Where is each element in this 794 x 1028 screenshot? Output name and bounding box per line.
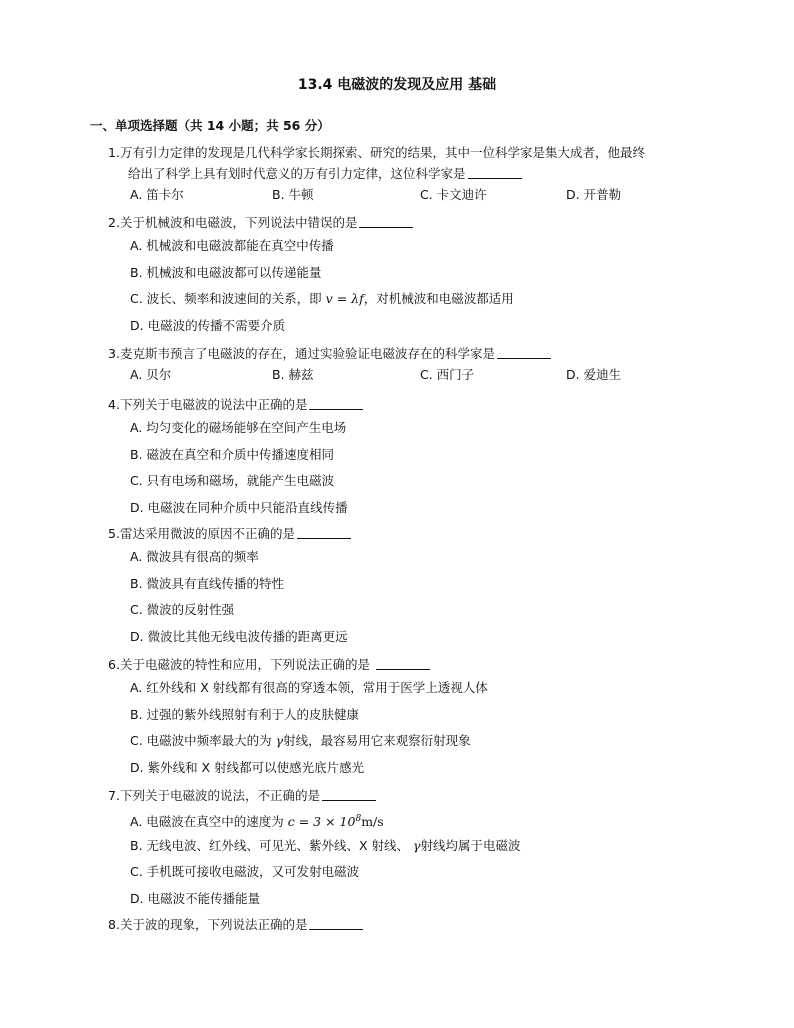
page-title: 13.4 电磁波的发现及应用 基础	[297, 77, 497, 93]
option-b[interactable]: B. 微波具有直线传播的特性	[130, 575, 285, 591]
option-c[interactable]: C. 微波的反射性强	[130, 602, 235, 617]
question-text: 雷达采用微波的原因不正确的是	[119, 526, 295, 541]
option-c-text: C. 电磁波中频率最大的为	[130, 733, 272, 748]
answer-blank[interactable]	[497, 346, 551, 359]
question-2	[108, 212, 718, 339]
question-number: 2.	[108, 215, 120, 230]
section-heading: 一、单项选择题（共 14 小题；共 56 分）	[90, 118, 330, 133]
option-c[interactable]: C. 手机既可接收电磁波，又可发射电磁波	[130, 864, 360, 879]
option-a[interactable]: A. 贝尔	[130, 367, 172, 382]
question-number: 7.	[108, 788, 120, 803]
question-stem	[108, 785, 718, 806]
options-row	[108, 364, 718, 386]
answer-blank[interactable]	[297, 526, 351, 539]
option-d[interactable]: D. 紫外线和 X 射线都可以使感光底片感光	[130, 759, 365, 775]
option-b[interactable]: B. 机械波和电磁波都可以传递能量	[130, 264, 322, 280]
option-a[interactable]: A. 均匀变化的磁场能够在空间产生电场	[130, 420, 347, 435]
option-a-text: A. 电磁波在真空中的速度为	[130, 814, 284, 830]
question-stem	[108, 394, 718, 415]
options-row	[108, 184, 718, 206]
formula-unit: m/s	[361, 814, 384, 830]
question-stem	[108, 914, 718, 935]
option-b[interactable]: B. 磁波在真空和介质中传播速度相同	[130, 446, 335, 462]
option-c[interactable]: C. 只有电场和磁场，就能产生电磁波	[130, 473, 335, 488]
option-d[interactable]: D. 电磁波在同种介质中只能沿直线传播	[130, 499, 348, 515]
question-text-continued: 给出了科学上具有划时代意义的万有引力定律，这位科学家是	[128, 166, 466, 181]
question-5	[108, 523, 718, 650]
option-a[interactable]: A. 红外线和 X 射线都有很高的穿透本领，常用于医学上透视人体	[130, 680, 488, 695]
question-text: 麦克斯韦预言了电磁波的存在，通过实验验证电磁波存在的科学家是	[119, 346, 495, 361]
option-c[interactable]: C. 西门子	[420, 367, 475, 382]
question-number: 5.	[108, 526, 120, 541]
option-b[interactable]: B. 牛顿	[272, 187, 314, 202]
gamma-symbol: γ	[275, 733, 284, 748]
formula-base: c = 3 × 10	[287, 814, 356, 830]
question-4	[108, 394, 718, 521]
option-d[interactable]: D. 电磁波不能传播能量	[130, 890, 261, 906]
option-c[interactable]: C. 卡文迪许	[420, 187, 487, 202]
question-text: 下列关于电磁波的说法中正确的是	[119, 397, 308, 412]
option-a[interactable]: A. 笛卡尔	[130, 187, 184, 202]
question-text: 关于电磁波的特性和应用，下列说法正确的是	[119, 657, 374, 672]
option-b[interactable]	[108, 833, 718, 860]
question-text: 下列关于电磁波的说法，不正确的是	[119, 788, 320, 803]
question-3	[108, 343, 718, 386]
question-number: 4.	[108, 397, 120, 412]
option-b-tail: 射线均属于电磁波	[420, 837, 521, 853]
question-text: 万有引力定律的发现是几代科学家长期探索、研究的结果，其中一位科学家是集大成者，他最终	[119, 145, 645, 160]
question-7	[108, 785, 718, 912]
answer-blank[interactable]	[309, 397, 363, 410]
question-8	[108, 914, 718, 935]
option-c[interactable]	[108, 728, 718, 755]
option-c-tail: 射线，最容易用它来观察衍射现象	[283, 733, 471, 748]
question-stem	[108, 212, 718, 233]
formula	[288, 814, 384, 829]
question-number: 3.	[108, 346, 120, 361]
option-c-text: C. 波长、频率和波速间的关系，即	[130, 291, 322, 306]
question-number: 6.	[108, 657, 120, 672]
option-c[interactable]	[108, 286, 718, 313]
question-stem	[108, 523, 718, 544]
option-a[interactable]: A. 机械波和电磁波都能在真空中传播	[130, 238, 334, 253]
answer-blank[interactable]	[376, 657, 430, 670]
gamma-symbol: γ	[413, 837, 421, 853]
question-6	[108, 654, 718, 781]
question-stem	[108, 654, 718, 675]
question-stem	[108, 343, 718, 364]
option-b-text: B. 无线电波、红外线、可见光、紫外线、X 射线、	[130, 837, 410, 853]
question-text: 关于机械波和电磁波，下列说法中错误的是	[119, 215, 358, 230]
answer-blank[interactable]	[309, 917, 363, 930]
question-text: 关于波的现象，下列说法正确的是	[119, 917, 308, 932]
question-number: 1.	[108, 145, 120, 160]
formula-exponent: 8	[355, 814, 362, 824]
option-d[interactable]: D. 爱迪生	[566, 367, 622, 382]
question-stem-continued	[108, 163, 718, 184]
option-d[interactable]: D. 微波比其他无线电波传播的距离更远	[130, 628, 348, 644]
option-b[interactable]: B. 过强的紫外线照射有利于人的皮肤健康	[130, 706, 360, 722]
option-d[interactable]: D. 电磁波的传播不需要介质	[130, 317, 286, 333]
option-d[interactable]: D. 开普勒	[566, 187, 622, 202]
question-number: 8.	[108, 917, 120, 932]
option-c-tail: ，对机械波和电磁波都适用	[363, 291, 514, 306]
question-stem	[108, 142, 718, 163]
answer-blank[interactable]	[359, 215, 413, 228]
question-1	[108, 142, 718, 206]
answer-blank[interactable]	[468, 166, 522, 179]
option-a[interactable]	[108, 806, 718, 833]
option-b[interactable]: B. 赫兹	[272, 367, 314, 382]
answer-blank[interactable]	[322, 788, 376, 801]
formula: v = λf	[325, 291, 364, 306]
option-a[interactable]: A. 微波具有很高的频率	[130, 549, 259, 564]
